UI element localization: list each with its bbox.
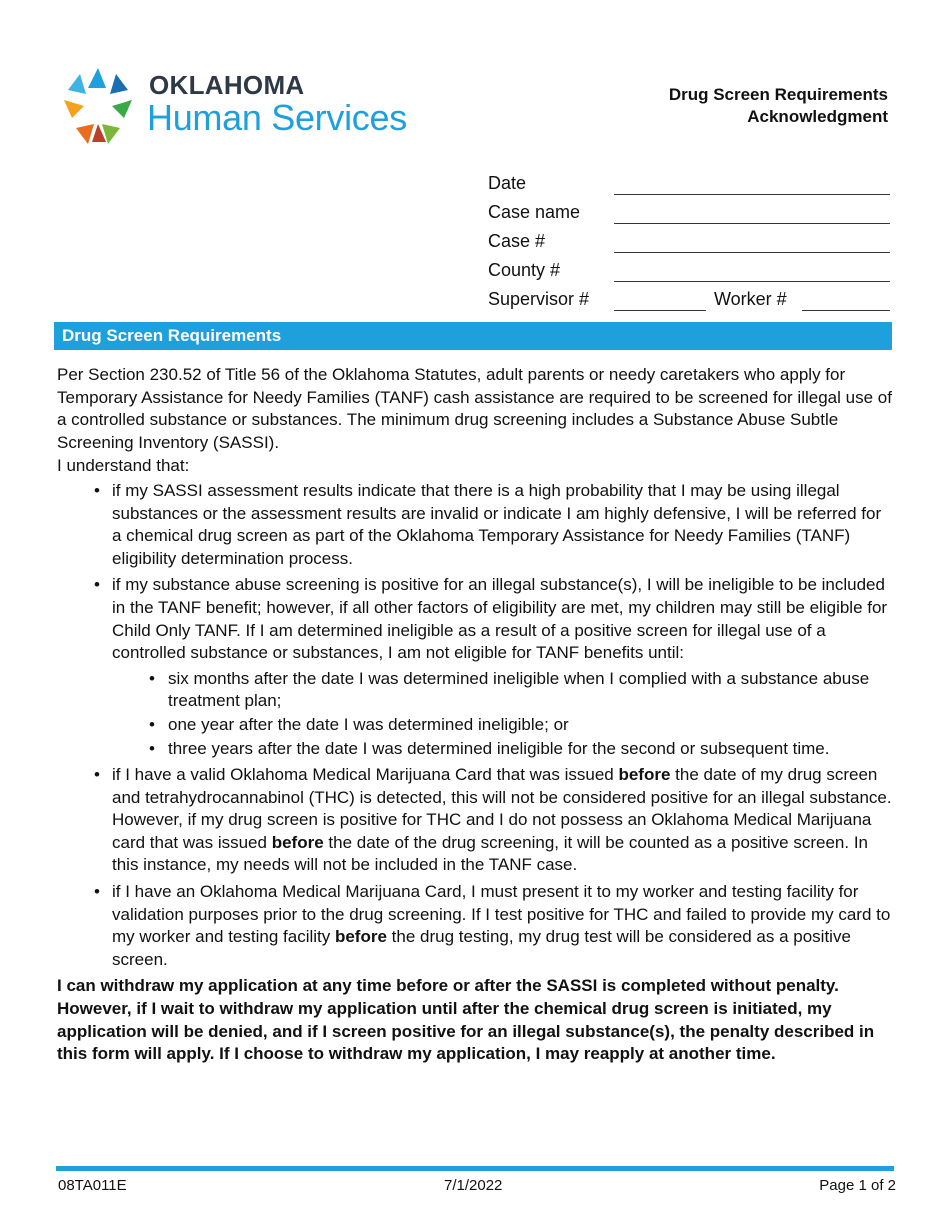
list-item-ineligibility: [57, 574, 893, 760]
case-number-label: Case #: [488, 231, 546, 251]
list-item-marijuana-card-present: [57, 881, 893, 971]
acknowledgment-list: [57, 480, 893, 971]
list-item-sassi: • if my SASSI assessment results indicate that there is a high probability that I may be using illegal substances or the assessment results are invalid or indicate I am highly defensive, I will be referred for a chemical drug screen as part of the Oklahoma Temporary Assistance for Needy Families (TANF) eligibility determination process.: [57, 480, 893, 570]
org-name-main: Human Services: [147, 97, 407, 138]
title-line-2: Acknowledgment: [747, 107, 888, 126]
title-line-1: Drug Screen Requirements: [668, 85, 888, 104]
sublist-item-six-months: • six months after the date I was determined ineligible when I complied with a substance abuse treatment plan;: [112, 668, 893, 713]
b4-bold-before: before: [334, 927, 387, 947]
document-title: [669, 84, 888, 128]
intro-paragraph: Per Section 230.52 of Title 56 of the Oklahoma Statutes, adult parents or needy caretakers who apply for Temporary Assistance for Needy Families (TANF) cash assistance are required to be screened for illegal use of a controlled substance or substances. The minimum drug screening includes a Substance Abuse Subtle Screening Inventory (SASSI).: [57, 365, 892, 452]
sublist-item-three-years: • three years after the date I was determined ineligible for the second or subsequent time.: [112, 738, 893, 761]
b4-text-2: the drug testing, my drug test will be considered as a positive screen.: [112, 927, 851, 969]
county-label: County #: [488, 260, 561, 280]
understand-statement: I understand that:: [57, 456, 190, 476]
sublist-item-one-year: • one year after the date I was determined ineligible; or: [112, 714, 893, 737]
case-number-input-line[interactable]: [614, 252, 890, 253]
b3-bold-before-2: before: [271, 832, 324, 852]
date-input-line[interactable]: [614, 194, 890, 195]
form-number: 08TA011E: [58, 1177, 127, 1194]
supervisor-input-line[interactable]: [614, 310, 706, 311]
ineligibility-sublist: [112, 668, 893, 760]
form-date: 7/1/2022: [444, 1177, 503, 1194]
org-name-top: OKLAHOMA: [149, 70, 305, 100]
b3-text-3: the date of the drug screening, it will be counted as a positive screen. In this instance, my needs will not be included in the TANF case.: [112, 832, 868, 875]
list-item-marijuana-card-valid: [57, 764, 893, 877]
county-input-line[interactable]: [614, 281, 890, 282]
withdrawal-statement: I can withdraw my application at any time before or after the SASSI is completed without penalty. However, if I wait to withdraw my application until after the chemical drug screen is initiated, my application will be denied, and if I screen positive for an illegal substance(s), the penalty described in this form will apply. If I choose to withdraw my application, I may reapply at another time.: [57, 976, 875, 1064]
b4-text-1: if I have an Oklahoma Medical Marijuana Card, I must present it to my worker and testing facility for validation purposes prior to the drug screening. If I test positive for THC and failed to provide my card to my worker and testing facility: [112, 882, 891, 947]
page-number: Page 1 of 2: [819, 1177, 896, 1194]
case-name-field-row: [488, 201, 890, 230]
b3-text-2: the date of my drug screen and tetrahydrocannabinol (THC) is detected, this will not be considered positive for an illegal substance. However, if my drug screen is positive for THC and I do not possess an Oklahoma Medical Marijuana card that was issued: [112, 765, 892, 852]
star-logo-icon: [58, 66, 138, 146]
case-number-field-row: [488, 230, 890, 259]
document-body: [57, 364, 893, 1066]
supervisor-worker-field-row: [488, 288, 890, 317]
b3-bold-before-1: before: [618, 765, 671, 785]
section-header: Drug Screen Requirements: [54, 322, 892, 350]
b3-text-1: if I have a valid Oklahoma Medical Marijuana Card that was issued: [112, 765, 619, 785]
case-info-fields: [488, 172, 890, 317]
worker-label: Worker #: [714, 289, 787, 309]
date-label: Date: [488, 173, 527, 193]
ineligibility-text: if my substance abuse screening is positive for an illegal substance(s), I will be ineligible to be included in the TANF benefit; however, if all other factors of eligibility are met, my children may still be eligible for Child Only TANF. If I am determined ineligible as a result of a positive screen for illegal use of a controlled substance or substances, I am not eligible for TANF benefits until:: [112, 575, 888, 663]
worker-input-line[interactable]: [802, 310, 890, 311]
footer-divider: [56, 1166, 894, 1171]
county-field-row: [488, 259, 890, 288]
date-field-row: [488, 172, 890, 201]
case-name-label: Case name: [488, 202, 581, 222]
agency-logo: [58, 66, 448, 148]
case-name-input-line[interactable]: [614, 223, 890, 224]
supervisor-label: Supervisor #: [488, 289, 590, 309]
